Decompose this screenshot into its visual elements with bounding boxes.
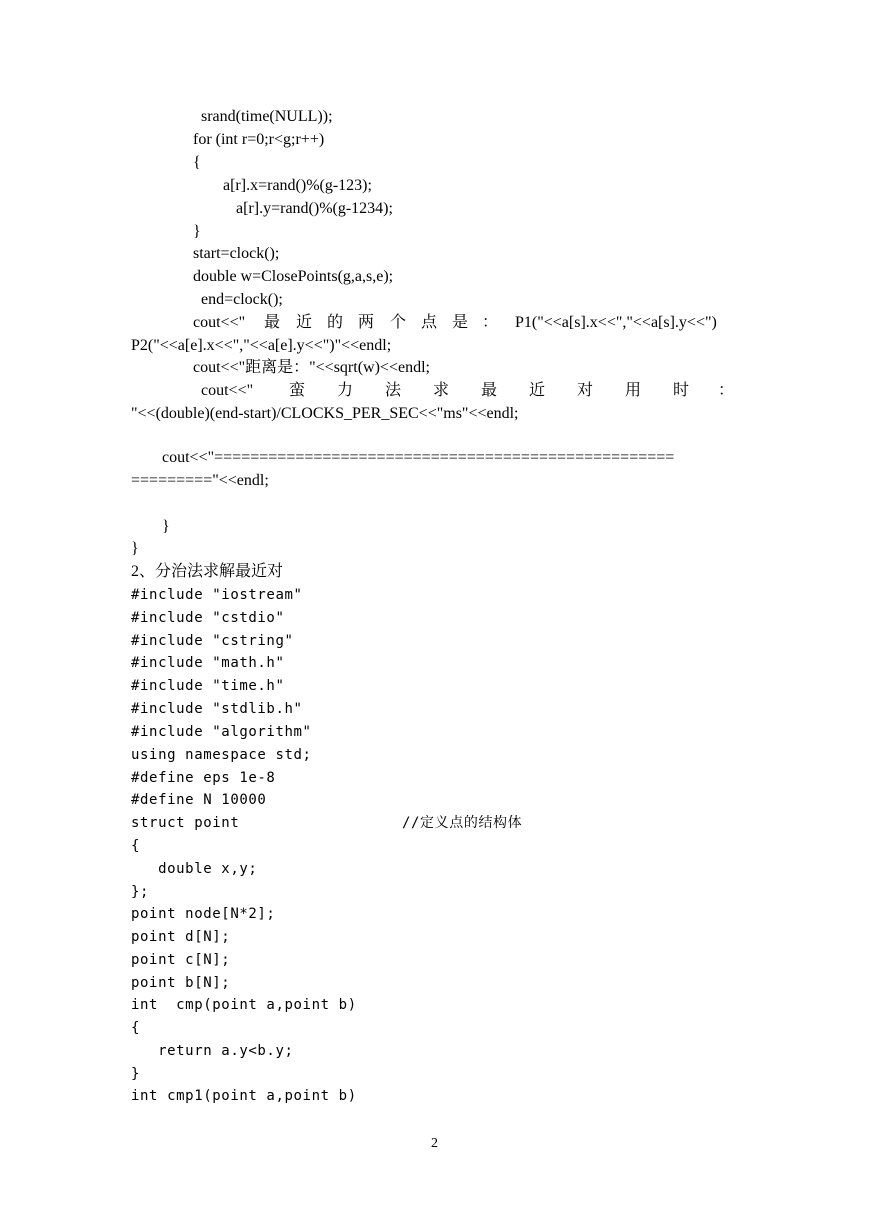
code-line: double w=ClosePoints(g,a,s,e); bbox=[193, 268, 394, 285]
code-token: 近 bbox=[296, 314, 313, 331]
code-token: 法 bbox=[385, 382, 402, 399]
code-line: point b[N]; bbox=[131, 975, 231, 991]
code-line: } bbox=[131, 540, 139, 557]
code-line: #include "math.h" bbox=[131, 655, 285, 671]
code-line: #define N 10000 bbox=[131, 792, 267, 808]
code-line: start=clock(); bbox=[193, 245, 280, 262]
code-line: "<<(double)(end-start)/CLOCKS_PER_SEC<<"ms"<<endl; bbox=[131, 405, 519, 422]
code-line: { bbox=[131, 1020, 141, 1036]
code-line: for (int r=0;r<g;r++) bbox=[193, 131, 325, 148]
code-line: #include "cstdio" bbox=[131, 610, 285, 626]
code-line: } bbox=[193, 223, 201, 240]
code-token: 点 bbox=[421, 314, 438, 331]
code-line: struct point bbox=[131, 815, 240, 831]
code-token: 对 bbox=[577, 382, 594, 399]
code-token: 求 bbox=[433, 382, 450, 399]
code-token: 力 bbox=[337, 382, 354, 399]
code-line: #define eps 1e-8 bbox=[131, 770, 276, 786]
code-token: ： bbox=[482, 314, 499, 331]
code-line: #include "stdlib.h" bbox=[131, 701, 303, 717]
code-token: 近 bbox=[529, 382, 546, 399]
code-comment: //定义点的结构体 bbox=[402, 815, 523, 831]
code-line: using namespace std; bbox=[131, 747, 312, 763]
code-line: } bbox=[131, 1066, 141, 1082]
code-line: #include "algorithm" bbox=[131, 724, 312, 740]
code-line: #include "cstring" bbox=[131, 633, 294, 649]
code-line: a[r].y=rand()%(g-1234); bbox=[236, 200, 393, 217]
code-line: return a.y<b.y; bbox=[131, 1043, 294, 1059]
code-token: 最 bbox=[264, 314, 281, 331]
code-line: cout<<"=================================================== bbox=[162, 449, 675, 466]
code-line: { bbox=[131, 838, 141, 854]
code-line: } bbox=[162, 518, 170, 535]
code-line: double x,y; bbox=[131, 861, 258, 877]
code-token: 用 bbox=[625, 382, 642, 399]
code-line: point node[N*2]; bbox=[131, 906, 276, 922]
page-number: 2 bbox=[431, 1136, 438, 1151]
code-token: 的 bbox=[327, 314, 344, 331]
code-line: int cmp(point a,point b) bbox=[131, 997, 357, 1013]
code-line: a[r].x=rand()%(g-123); bbox=[223, 177, 372, 194]
code-line: P2("<<a[e].x<<","<<a[e].y<<")"<<endl; bbox=[131, 337, 392, 354]
code-token: 个 bbox=[390, 314, 407, 331]
code-line: { bbox=[193, 154, 201, 171]
code-line: #include "iostream" bbox=[131, 587, 303, 603]
code-token: 是 bbox=[452, 314, 469, 331]
code-token: P1("<<a[s].x<<","<<a[s].y<<") bbox=[515, 314, 717, 331]
code-line: srand(time(NULL)); bbox=[201, 108, 333, 125]
code-line: ========="<<endl; bbox=[131, 472, 269, 489]
code-line: #include "time.h" bbox=[131, 678, 285, 694]
code-token: ： bbox=[718, 382, 735, 399]
section-heading: 2、分治法求解最近对 bbox=[131, 563, 284, 580]
code-line: point c[N]; bbox=[131, 952, 231, 968]
code-token: cout<<" bbox=[201, 382, 254, 399]
code-token: 最 bbox=[481, 382, 498, 399]
code-line: int cmp1(point a,point b) bbox=[131, 1088, 357, 1104]
code-line: point d[N]; bbox=[131, 929, 231, 945]
code-line: }; bbox=[131, 884, 150, 900]
code-line: end=clock(); bbox=[201, 291, 283, 308]
code-token: 两 bbox=[358, 314, 375, 331]
code-token: 蛮 bbox=[289, 382, 306, 399]
code-token: cout<<" bbox=[193, 314, 246, 331]
code-token: 时 bbox=[673, 382, 690, 399]
code-line: cout<<"距离是："<<sqrt(w)<<endl; bbox=[193, 359, 430, 376]
